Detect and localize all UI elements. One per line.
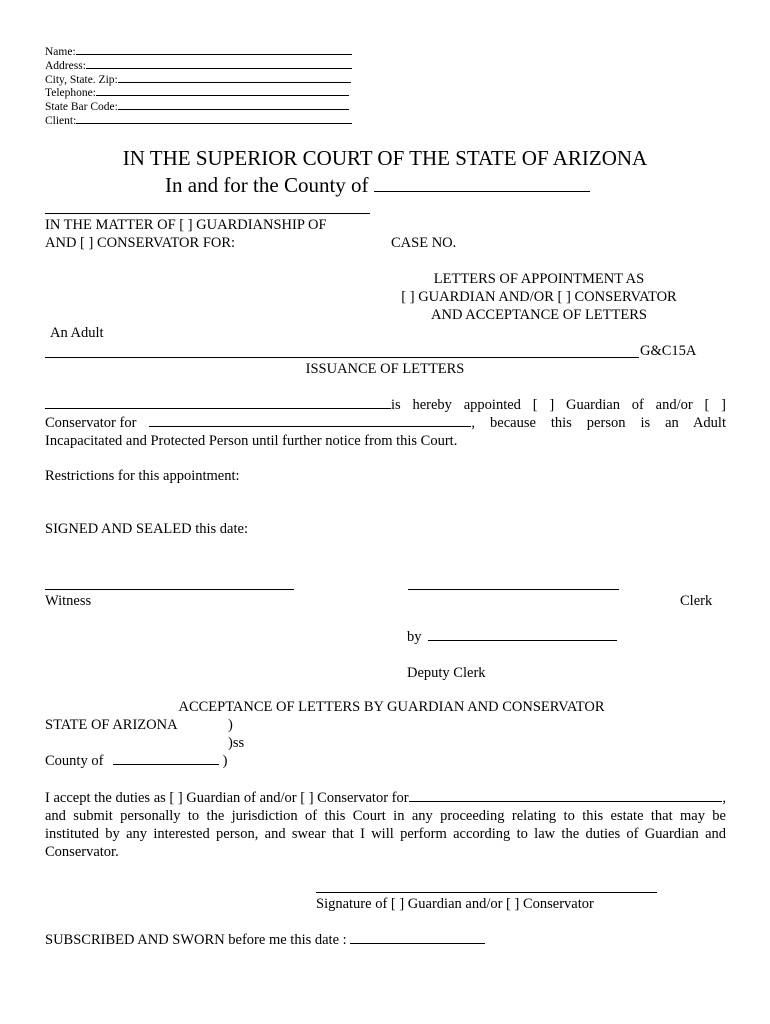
- city-state-zip-field: City, State. Zip:: [45, 74, 351, 88]
- paren-1: ): [228, 717, 233, 733]
- name-line[interactable]: [76, 54, 352, 55]
- bar-code-line[interactable]: [118, 109, 349, 110]
- deputy-clerk-label: Deputy Clerk: [407, 665, 486, 681]
- case-no-label: CASE NO.: [391, 235, 457, 251]
- matter-line-2: AND [ ] CONSERVATOR FOR:: [45, 235, 236, 251]
- witness-label: Witness: [45, 593, 92, 609]
- guardian-signature-line[interactable]: [316, 892, 657, 893]
- accept-line-4: Conservator.: [45, 844, 119, 860]
- caption-top-rule: [45, 213, 370, 214]
- acceptance-heading: ACCEPTANCE OF LETTERS BY GUARDIAN AND CONSERVATOR: [178, 699, 605, 715]
- letters-title-2: [ ] GUARDIAN AND/OR [ ] CONSERVATOR: [401, 289, 677, 305]
- telephone-field: Telephone:: [45, 87, 349, 101]
- address-line[interactable]: [86, 68, 352, 69]
- ss-label: )ss: [228, 735, 245, 751]
- appointment-line: is hereby appointed [ ] Guardian of and/or [ ]: [45, 397, 726, 414]
- clerk-signature-line[interactable]: [408, 589, 619, 590]
- ward-name-line[interactable]: [149, 426, 471, 427]
- witness-signature-line[interactable]: [45, 589, 294, 590]
- city-line[interactable]: [118, 82, 351, 83]
- county-of-field: County of ): [45, 753, 228, 769]
- accept-for-line[interactable]: [409, 801, 723, 802]
- county-of-line[interactable]: [113, 764, 219, 765]
- client-line[interactable]: [76, 123, 352, 124]
- state-bar-code-field: State Bar Code:: [45, 101, 349, 115]
- signature-label: Signature of [ ] Guardian and/or [ ] Conservator: [316, 896, 594, 912]
- issuance-heading: ISSUANCE OF LETTERS: [305, 361, 465, 377]
- incapacitated-text: Incapacitated and Protected Person until further notice from this Court.: [45, 433, 458, 449]
- name-field: Name:: [45, 46, 352, 60]
- subscribed-date-line[interactable]: [350, 943, 485, 944]
- telephone-line[interactable]: [96, 95, 349, 96]
- deputy-signature-line[interactable]: [428, 640, 617, 641]
- form-code: G&C15A: [640, 343, 697, 359]
- accept-line-3: instituted by any interested person, and swear that I will perform according to law the duties of Guardian and: [45, 826, 726, 842]
- clerk-label: Clerk: [680, 593, 713, 609]
- caption-bottom-rule: [45, 357, 639, 358]
- subscribed-field: SUBSCRIBED AND SWORN before me this date :: [45, 932, 485, 949]
- accept-line-1: I accept the duties as [ ] Guardian of and/or [ ] Conservator for ,: [45, 790, 726, 806]
- court-title: IN THE SUPERIOR COURT OF THE STATE OF ARIZONA: [122, 146, 648, 170]
- county-line[interactable]: [374, 191, 590, 192]
- conservator-for-line: Conservator for , because this person is an Adult: [45, 415, 726, 431]
- state-label: STATE OF ARIZONA: [45, 717, 178, 733]
- matter-line-1: IN THE MATTER OF [ ] GUARDIANSHIP OF: [45, 217, 327, 233]
- restrictions-label: Restrictions for this appointment:: [45, 468, 240, 484]
- accept-line-2: and submit personally to the jurisdiction of this Court in any proceeding relating to this estate that may be: [45, 808, 726, 824]
- by-field: by: [407, 629, 617, 646]
- client-field: Client:: [45, 115, 352, 129]
- letters-title-1: LETTERS OF APPOINTMENT AS: [433, 271, 645, 287]
- signed-sealed-label: SIGNED AND SEALED this date:: [45, 521, 248, 537]
- letters-title-3: AND ACCEPTANCE OF LETTERS: [431, 307, 647, 323]
- county-heading: In and for the County of: [165, 173, 590, 198]
- appointee-name-line[interactable]: [45, 408, 391, 409]
- address-field: Address:: [45, 60, 352, 74]
- adult-label: An Adult: [50, 325, 104, 341]
